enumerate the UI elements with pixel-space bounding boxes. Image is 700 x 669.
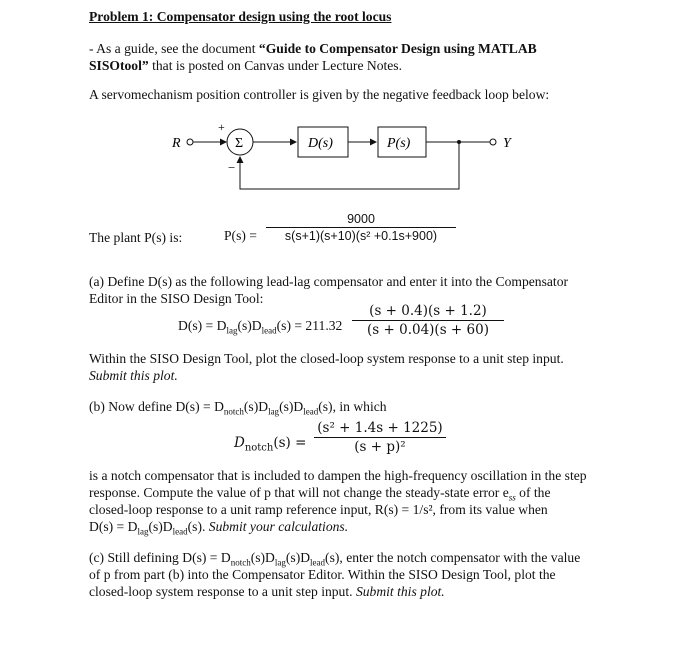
part-b-p4: $D(s) = D_{lag}(s)D_{lead}(s)$. Submit your calculations.: [89, 519, 349, 537]
part-a-line-1: (a) Define D(s) as the following lead-lag compensator and enter it into the Compensator: [89, 274, 569, 289]
plus-sign: +: [218, 120, 225, 134]
part-a-numerator: (s + 0.4)(s + 1.2): [369, 303, 487, 319]
plant-fraction: [266, 212, 456, 243]
part-a-line-2: Editor in the SISO Design Tool:: [89, 291, 264, 306]
part-a-after-1: Within the SISO Design Tool, plot the closed-loop system response to a unit step input.: [89, 351, 564, 366]
part-b-p3: closed-loop response to a unit ramp reference input, R(s) = 1/s², from its value when: [89, 502, 548, 517]
guide-doc-title: “Guide to Compensator Design using MATLAB: [258, 41, 537, 56]
problem-title: Problem 1: Compensator design using the root locus: [89, 9, 392, 24]
block-p-label: P(s): [387, 136, 411, 151]
part-b-p1: is a notch compensator that is included to dampen the high-frequency oscillation in the step: [89, 468, 587, 483]
notch-fraction: [314, 420, 446, 455]
notch-equation-lhs: $D_{notch}(s)$ =: [234, 435, 307, 454]
output-terminal: [490, 139, 496, 145]
guide-suffix: that is posted on Canvas under Lecture Notes.: [148, 58, 402, 73]
part-c-line-3: closed-loop system response to a unit step input. Submit this plot.: [89, 584, 445, 599]
part-a-denominator: (s + 0.04)(s + 60): [367, 322, 489, 338]
part-a-after-2: Submit this plot.: [89, 368, 178, 383]
input-terminal: [187, 139, 193, 145]
part-a-equation-lhs: $D(s) = D_{lag}(s)D_{lead}(s) = 211.32$: [178, 318, 343, 336]
intro-text: A servomechanism position controller is given by the negative feedback loop below:: [89, 87, 550, 102]
part-c-line-1: (c) Still defining $D(s) = D_{notch}(s)D_{lag}(s)D_{lead}(s)$, enter the notch compensator with the value: [89, 550, 581, 568]
input-r-label: R: [172, 136, 181, 151]
guide-prefix: - As a guide, see the document: [89, 41, 259, 56]
part-c-line-2: of p from part (b) into the Compensator Editor. Within the SISO Design Tool, plot the: [89, 567, 556, 582]
block-d-label: D(s): [308, 136, 333, 151]
guide-line-2: [89, 57, 402, 74]
notch-denominator: (s + p)²: [354, 439, 406, 455]
plant-label: The plant P(s) is:: [89, 230, 183, 245]
plant-denominator: s(s+1)(s+10)(s² +0.1s+900): [284, 229, 438, 243]
notch-numerator: (s² + 1.4s + 1225): [317, 420, 443, 436]
plant-numerator: 9000: [347, 212, 375, 226]
sigma-symbol: Σ: [235, 136, 244, 151]
part-b-line-1: (b) Now define $D(s) = D_{notch}(s)D_{lag}(s)D_{lead}(s)$, in which: [89, 399, 387, 417]
output-y-label: Y: [503, 136, 511, 151]
minus-sign: −: [228, 160, 236, 175]
guide-doc-title-2: SISOtool”: [89, 58, 149, 73]
part-b-p2: response. Compute the value of p that will not change the steady-state error $e_{ss}$ of the: [89, 485, 551, 503]
plant-lhs: P(s) =: [224, 228, 257, 243]
part-a-fraction: [352, 303, 504, 338]
guide-line-1: [89, 40, 537, 57]
block-diagram: [160, 112, 540, 202]
